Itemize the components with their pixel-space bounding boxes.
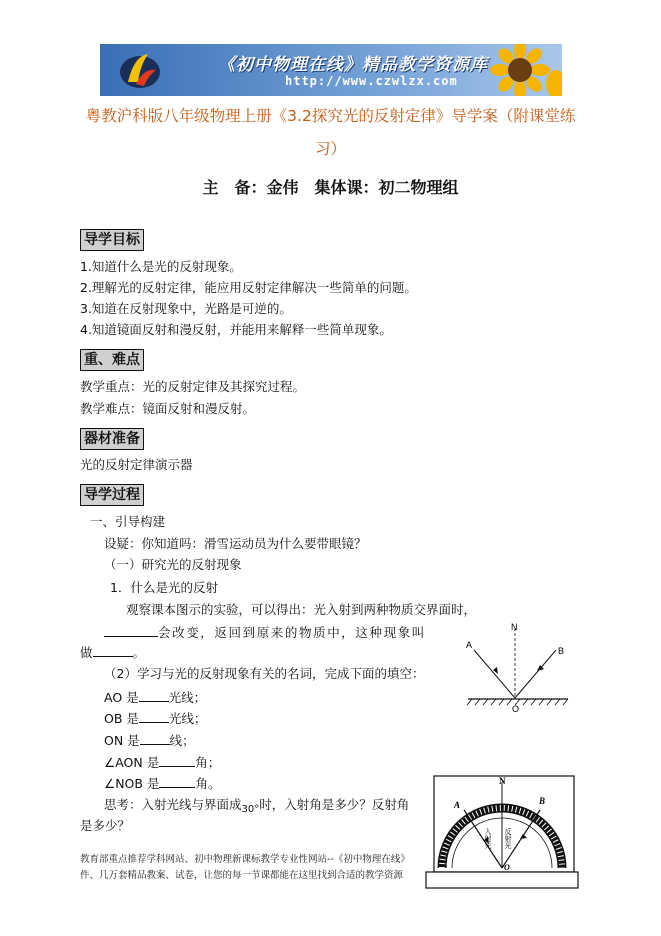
section-heading-goals: 导学目标 bbox=[80, 229, 144, 251]
incident-ray bbox=[474, 650, 515, 698]
goal-item: 1.知道什么是光的反射现象。 bbox=[80, 259, 242, 274]
answer-blank[interactable] bbox=[104, 624, 158, 637]
footer-line: 教育部重点推荐学科网站、初中物理新课标教学专业性网站--《初中物理在线》 bbox=[80, 854, 410, 865]
reflected-ray bbox=[515, 650, 556, 698]
label-reflected: 反射光 bbox=[504, 828, 512, 849]
answer-blank[interactable] bbox=[159, 775, 195, 788]
process-line: 观察课本图示的实验，可以得出：光入射到两种物质交界面时， bbox=[126, 602, 477, 617]
label-incident: 入射光 bbox=[484, 828, 492, 849]
goal-item: 4.知道镜面反射和漫反射，并能用来解释一些简单现象。 bbox=[80, 322, 392, 337]
banner-title: 《初中物理在线》精品教学资源库 bbox=[218, 55, 488, 75]
site-logo-icon bbox=[118, 48, 162, 92]
fill-line: 做 。 bbox=[80, 645, 146, 660]
fill-line: ∠AON 是 角； bbox=[104, 755, 221, 770]
reflected-arrow-icon bbox=[520, 834, 527, 839]
label-a: A bbox=[466, 640, 473, 650]
section-heading-process: 导学过程 bbox=[80, 484, 144, 506]
process-line: （2）学习与光的反射现象有关的名词，完成下面的填空： bbox=[104, 666, 425, 681]
process-line: 设疑：你知道吗：滑雪运动员为什么要带眼镜？ bbox=[104, 536, 367, 551]
answer-blank[interactable] bbox=[93, 644, 133, 657]
label-a: A bbox=[454, 800, 461, 810]
document-title-line2: 习） bbox=[314, 140, 346, 158]
section-heading-keypoints: 重、难点 bbox=[80, 349, 144, 371]
author-line: 主 备：金伟 集体课：初二物理组 bbox=[202, 178, 459, 197]
label-o: O bbox=[512, 704, 520, 714]
answer-blank[interactable] bbox=[139, 689, 169, 702]
label-b: B bbox=[558, 646, 565, 656]
document-title-line1: 粤教沪科版八年级物理上册《3.2探究光的反射定律》导学案（附课堂练 bbox=[85, 107, 576, 125]
fill-line: AO 是 光线； bbox=[104, 690, 207, 705]
banner-url[interactable]: http://www.czwlzx.com bbox=[285, 74, 458, 88]
equipment-item: 光的反射定律演示器 bbox=[80, 457, 193, 472]
section-heading-equipment: 器材准备 bbox=[80, 428, 144, 450]
answer-blank[interactable] bbox=[139, 710, 169, 723]
think-question: 思考：入射光线与界面成$_{30^\circ}$时，入射角是多少？反射角 bbox=[104, 797, 410, 815]
reflection-diagram bbox=[460, 620, 580, 715]
keypoint-item: 教学重点：光的反射定律及其探究过程。 bbox=[80, 379, 306, 394]
sunflower-icon bbox=[478, 44, 562, 96]
label-n: N bbox=[499, 776, 506, 786]
goal-item: 3.知道在反射现象中，光路是可逆的。 bbox=[80, 301, 292, 316]
fill-line: 会改变，返回到原来的物质中，这种现象叫 bbox=[104, 624, 426, 641]
fill-line: ON 是 线； bbox=[104, 733, 195, 748]
footer-line: 件、几万套精品教案、试卷，让您的每一节课都能在这里找到合适的教学资源 bbox=[80, 870, 404, 881]
keypoint-item: 教学难点：镜面反射和漫反射。 bbox=[80, 401, 256, 416]
label-b: B bbox=[539, 796, 546, 806]
header-banner bbox=[100, 44, 562, 96]
label-o: O bbox=[504, 863, 510, 872]
answer-blank[interactable] bbox=[159, 754, 195, 767]
process-line: 一、引导构建 bbox=[90, 514, 166, 529]
fill-line: OB 是 光线； bbox=[104, 711, 207, 726]
goal-item: 2.理解光的反射定律，能应用反射定律解决一些简单的问题。 bbox=[80, 280, 417, 295]
label-n: N bbox=[511, 622, 518, 632]
footer-note bbox=[80, 852, 585, 884]
process-line: （一）研究光的反射现象 bbox=[104, 557, 242, 572]
answer-blank[interactable] bbox=[140, 732, 170, 745]
fill-line: ∠NOB 是 角。 bbox=[104, 776, 221, 791]
think-question-cont: 是多少？ bbox=[80, 818, 131, 833]
process-line: 1．什么是光的反射 bbox=[110, 580, 218, 595]
